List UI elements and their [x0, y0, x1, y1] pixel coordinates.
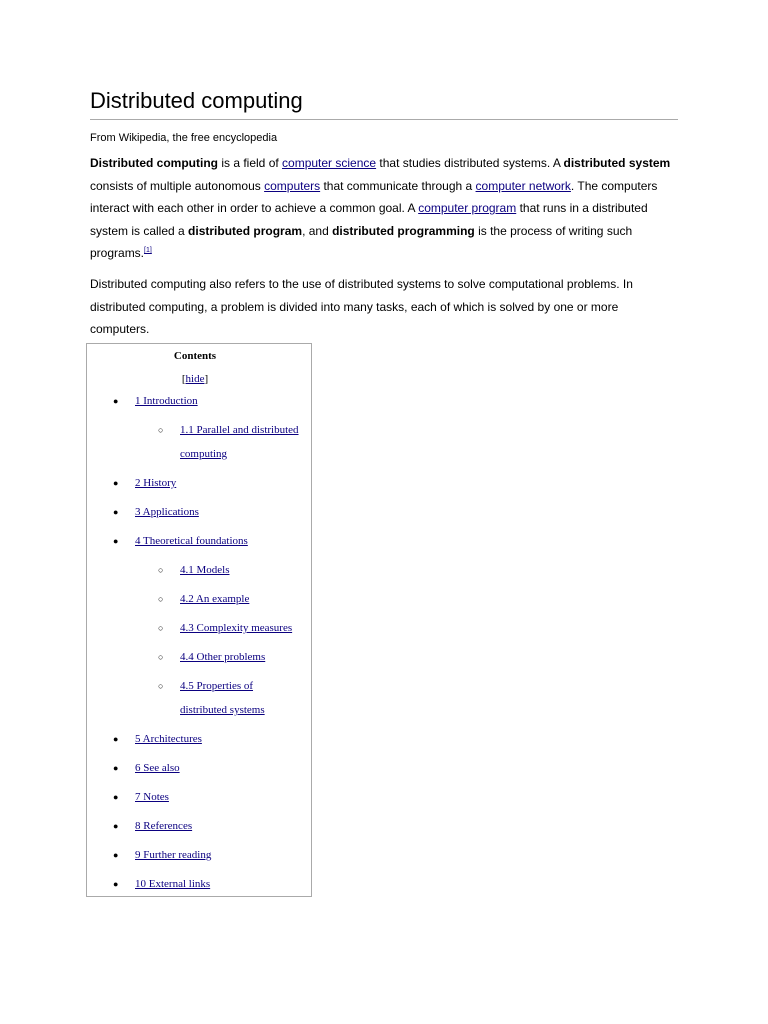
page-title: Distributed computing [90, 86, 678, 120]
bullet-hollow-icon: ○ [158, 681, 164, 691]
text-span: . The computers interact with each other in order to achieve a common goal. A [90, 178, 658, 216]
toc-link-see-also[interactable]: 6 See also [135, 762, 180, 774]
toc-hide-link[interactable]: hide [185, 373, 205, 385]
bullet-hollow-icon: ○ [158, 652, 164, 662]
toc-link-applications[interactable]: 3 Applications [135, 506, 199, 518]
toc-item [87, 558, 311, 582]
bullet-icon: ● [113, 879, 119, 889]
toc-item [87, 389, 311, 413]
link-computer-network[interactable]: computer network [475, 178, 571, 193]
bullet-icon: ● [113, 763, 119, 773]
bullet-icon: ● [113, 478, 119, 488]
toc-item [87, 814, 311, 838]
link-computers[interactable]: computers [264, 178, 321, 193]
bullet-hollow-icon: ○ [158, 623, 164, 633]
text-span: that studies distributed systems. A [376, 156, 564, 170]
toc-link-parallel-and-distributed[interactable] [180, 418, 311, 466]
toc-link-line: distributed systems [180, 704, 265, 716]
toc-item [87, 872, 311, 896]
toc-link-introduction[interactable]: 1 Introduction [135, 395, 198, 407]
toc-item [87, 418, 311, 466]
table-of-contents [86, 343, 312, 897]
intro-paragraph-1 [90, 152, 678, 265]
toc-link-other-problems[interactable]: 4.4 Other problems [180, 651, 266, 663]
link-computer-program[interactable]: computer program [418, 201, 517, 216]
text-span: that communicate through a [320, 178, 476, 193]
toc-link-line: 4.5 Properties of [180, 680, 254, 692]
toc-link-an-example[interactable]: 4.2 An example [180, 593, 250, 605]
bold-term-distributed-system: distributed system [563, 156, 671, 170]
toc-item [87, 471, 311, 495]
toc-item [87, 843, 311, 867]
toc-item [87, 529, 311, 553]
site-tagline: From Wikipedia, the free encyclopedia [90, 132, 278, 144]
toc-item [87, 674, 311, 722]
toc-link-theoretical-foundations[interactable]: 4 Theoretical foundations [135, 535, 248, 547]
text-span: consists of multiple autonomous [90, 178, 265, 193]
toc-hide-toggle [87, 372, 311, 386]
toc-item [87, 587, 311, 611]
toc-link-references[interactable]: 8 References [135, 820, 193, 832]
toc-hide-bracket: ] [204, 373, 209, 385]
bold-term-distributed-program: distributed program [188, 223, 303, 238]
toc-item [87, 500, 311, 524]
text-span: is the process of writing such programs. [90, 223, 633, 261]
toc-item [87, 645, 311, 669]
toc-link-line: 1.1 Parallel and distributed [180, 424, 299, 436]
link-computer-science[interactable]: computer science [282, 156, 377, 170]
text-span: , and [302, 223, 333, 238]
bullet-icon: ● [113, 850, 119, 860]
bullet-icon: ● [113, 821, 119, 831]
bullet-hollow-icon: ○ [158, 565, 164, 575]
toc-link-line: computing [180, 448, 228, 460]
bullet-hollow-icon: ○ [158, 425, 164, 435]
toc-hide-bracket: [ [181, 373, 186, 385]
toc-item [87, 785, 311, 809]
bullet-icon: ● [113, 792, 119, 802]
bullet-icon: ● [113, 734, 119, 744]
toc-link-further-reading[interactable]: 9 Further reading [135, 849, 212, 861]
toc-list [87, 389, 311, 896]
toc-title: Contents [173, 350, 217, 362]
bullet-icon: ● [113, 396, 119, 406]
bold-term-distributed-computing: Distributed computing [90, 156, 218, 170]
text-span: is a field of [218, 156, 283, 170]
toc-link-complexity-measures[interactable]: 4.3 Complexity measures [180, 622, 293, 634]
toc-link-history[interactable]: 2 History [135, 477, 177, 489]
citation-1[interactable]: [1] [144, 247, 152, 255]
toc-link-properties-of-distributed-systems[interactable] [180, 674, 311, 722]
text-span: Distributed computing also refers to the use of distributed systems to solve computational problems. In distributed computing, a problem is divided into many tasks, each of which is solved by one or more computers. [90, 276, 633, 337]
bullet-icon: ● [113, 536, 119, 546]
toc-link-external-links[interactable]: 10 External links [135, 878, 211, 890]
toc-item [87, 616, 311, 640]
bold-term-distributed-programming: distributed programming [332, 223, 475, 238]
text-span: that runs in a distributed system is called a [90, 201, 648, 238]
bullet-hollow-icon: ○ [158, 594, 164, 604]
bullet-icon: ● [113, 507, 119, 517]
toc-link-models[interactable]: 4.1 Models [180, 564, 230, 576]
toc-item [87, 727, 311, 751]
article [90, 86, 678, 363]
toc-link-notes[interactable]: 7 Notes [135, 791, 169, 803]
toc-link-architectures[interactable]: 5 Architectures [135, 733, 202, 745]
toc-item [87, 756, 311, 780]
